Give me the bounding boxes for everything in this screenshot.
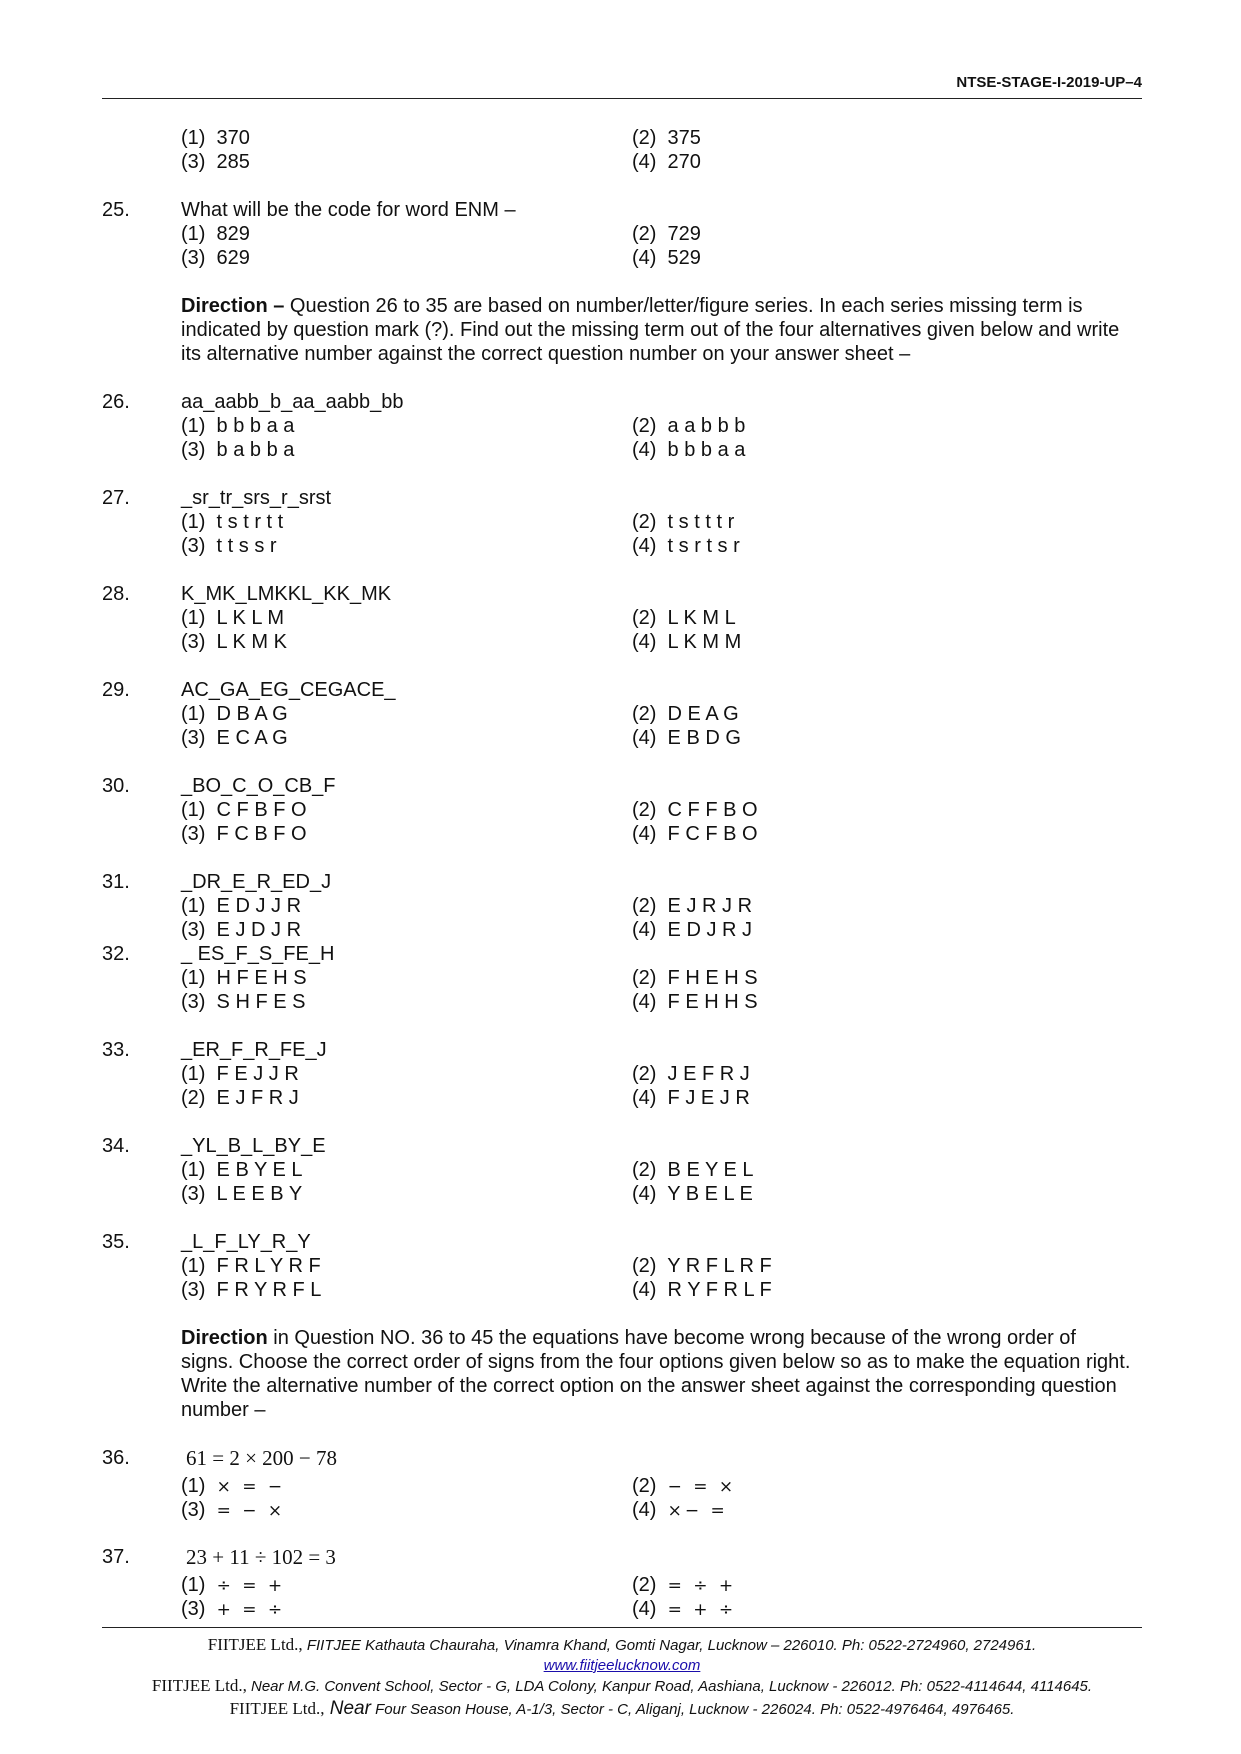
footer-divider	[102, 1627, 1142, 1628]
option: (3) t t s s r	[181, 535, 277, 557]
option: (4) E D J R J	[632, 919, 753, 941]
question-37	[102, 1545, 1142, 1620]
direction-text: Question 26 to 35 are based on number/letter/figure series. In each series missing term is indicated by question mark (?). Find out the missing term out of the four alternatives given below and write its alternative number against the correct question number on your answer sheet –	[181, 295, 1120, 365]
option: (2) L K M L	[632, 607, 736, 629]
option: (1) E D J J R	[181, 895, 302, 917]
option: (2) J E F R J	[632, 1063, 750, 1085]
question-number: 33.	[102, 1039, 130, 1061]
question-number: 28.	[102, 583, 130, 605]
question-34	[102, 1134, 1142, 1205]
question-28	[102, 582, 1142, 653]
option: (3) L K M K	[181, 631, 287, 653]
option: (1) 829	[181, 223, 250, 245]
question-number: 27.	[102, 487, 130, 509]
option: (3) F R Y R F L	[181, 1279, 322, 1301]
question-32	[102, 942, 1142, 1013]
page-header-code: NTSE-STAGE-I-2019-UP–4	[956, 74, 1142, 91]
option: (2) D E A G	[632, 703, 739, 725]
option: (2) t s t t t r	[632, 511, 735, 533]
option: (1) t s t r t t	[181, 511, 284, 533]
option: (3) = − ×	[181, 1499, 286, 1521]
option: (2) 375	[632, 127, 701, 149]
header-divider	[102, 98, 1142, 99]
direction-text: in Question NO. 36 to 45 the equations have become wrong because of the wrong order of signs. Choose the correct order of signs from the four options given below so as to make the equation right. Write the alternative number of the correct option on the answer sheet against the corresponding question number –	[181, 1327, 1131, 1421]
question-text: _ER_F_R_FE_J	[181, 1039, 327, 1061]
option: (1) D B A G	[181, 703, 288, 725]
question-text: aa_aabb_b_aa_aabb_bb	[181, 391, 404, 413]
question-25	[102, 198, 1142, 269]
option: (4) F E H H S	[632, 991, 758, 1013]
option: (4) L K M M	[632, 631, 742, 653]
equation: 61 = 2 × 200 − 78	[186, 1446, 338, 1470]
question-text: _DR_E_R_ED_J	[181, 871, 332, 893]
question-number: 31.	[102, 871, 130, 893]
question-35	[102, 1230, 1142, 1301]
option: (2) E J R J R	[632, 895, 753, 917]
question-27	[102, 486, 1142, 557]
option: (3) S H F E S	[181, 991, 306, 1013]
option: (1) E B Y E L	[181, 1159, 303, 1181]
question-number: 34.	[102, 1135, 130, 1157]
option: (3) + = ÷	[181, 1598, 286, 1620]
option: (4) Y B E L E	[632, 1183, 753, 1205]
question-text: _BO_C_O_CB_F	[181, 775, 336, 797]
question-text: _sr_tr_srs_r_srst	[181, 487, 332, 509]
direction-series	[181, 294, 1131, 366]
website-link[interactable]: www.fiitjeelucknow.com	[543, 1657, 701, 1674]
question-text: _ ES_F_S_FE_H	[181, 943, 335, 965]
option: (2) C F F B O	[632, 799, 758, 821]
option: (4) 270	[632, 151, 701, 173]
option: (4) E B D G	[632, 727, 741, 749]
option: (3) b a b b a	[181, 439, 295, 461]
question-number: 29.	[102, 679, 130, 701]
option: (4) t s r t s r	[632, 535, 740, 557]
question-text: _YL_B_L_BY_E	[181, 1135, 326, 1157]
question-30	[102, 774, 1142, 845]
option: (1) C F B F O	[181, 799, 307, 821]
option: (1) ÷ = +	[181, 1574, 286, 1596]
option: (4) 529	[632, 247, 701, 269]
direction-label: Direction –	[181, 295, 285, 317]
option: (2) B E Y E L	[632, 1159, 754, 1181]
question-text: AC_GA_EG_CEGACE_	[181, 679, 396, 701]
direction-label: Direction	[181, 1327, 268, 1349]
question-text: _L_F_LY_R_Y	[181, 1231, 311, 1253]
option: (2) F H E H S	[632, 967, 758, 989]
option: (4) R Y F R L F	[632, 1279, 772, 1301]
option: (4) F J E J R	[632, 1087, 750, 1109]
option: (2) = ÷ +	[632, 1574, 737, 1596]
footer-address-3: FIITJEE Ltd., Near Four Season House, A-1/3, Sector - C, Aliganj, Lucknow - 226024. Ph: 0522-4976464, 4976465.	[229, 1698, 1015, 1719]
footer-address-1: FIITJEE Ltd., FIITJEE Kathauta Chauraha, Vinamra Khand, Gomti Nagar, Lucknow – 226010. Ph: 0522-2724960, 2724961.	[207, 1635, 1037, 1654]
question-number: 26.	[102, 391, 130, 413]
option: (2) 729	[632, 223, 701, 245]
footer-link-row	[102, 1657, 1142, 1674]
option: (3) L E E B Y	[181, 1183, 303, 1205]
question-number: 35.	[102, 1231, 130, 1253]
question-number: 32.	[102, 943, 130, 965]
option: (3) F C B F O	[181, 823, 307, 845]
question-number: 25.	[102, 199, 130, 221]
option: (2) − = ×	[632, 1475, 737, 1497]
option: (4) F C F B O	[632, 823, 758, 845]
option: (1) b b b a a	[181, 415, 295, 437]
option: (3) E C A G	[181, 727, 288, 749]
question-31	[102, 870, 1142, 941]
question-33	[102, 1038, 1142, 1109]
option: (3) E J D J R	[181, 919, 302, 941]
option: (2) E J F R J	[181, 1087, 299, 1109]
question-text: What will be the code for word ENM –	[181, 199, 516, 221]
option: (1) × = −	[181, 1475, 286, 1497]
question-26	[102, 390, 1142, 461]
question-36	[102, 1446, 1142, 1521]
question-number: 30.	[102, 775, 130, 797]
option: (4) b b b a a	[632, 439, 746, 461]
footer-address-2: FIITJEE Ltd., Near M.G. Convent School, Sector - G, LDA Colony, Kanpur Road, Aashiana, Lucknow - 226012. Ph: 0522-4114644, 4114645.	[151, 1676, 1093, 1695]
question-text: K_MK_LMKKL_KK_MK	[181, 583, 392, 605]
option: (1) F R L Y R F	[181, 1255, 321, 1277]
option: (3) 285	[181, 151, 250, 173]
option: (4) = + ÷	[632, 1598, 737, 1620]
option: (3) 629	[181, 247, 250, 269]
option: (2) Y R F L R F	[632, 1255, 772, 1277]
question-number: 37.	[102, 1546, 130, 1568]
option: (1) H F E H S	[181, 967, 307, 989]
option: (2) a a b b b	[632, 415, 746, 437]
direction-equations	[181, 1326, 1131, 1422]
option: (1) 370	[181, 127, 250, 149]
option: (1) F E J J R	[181, 1063, 299, 1085]
question-29	[102, 678, 1142, 749]
equation: 23 + 11 ÷ 102 = 3	[186, 1545, 336, 1569]
question-number: 36.	[102, 1447, 130, 1469]
option: (4) ×− =	[632, 1499, 728, 1521]
option: (1) L K L M	[181, 607, 284, 629]
